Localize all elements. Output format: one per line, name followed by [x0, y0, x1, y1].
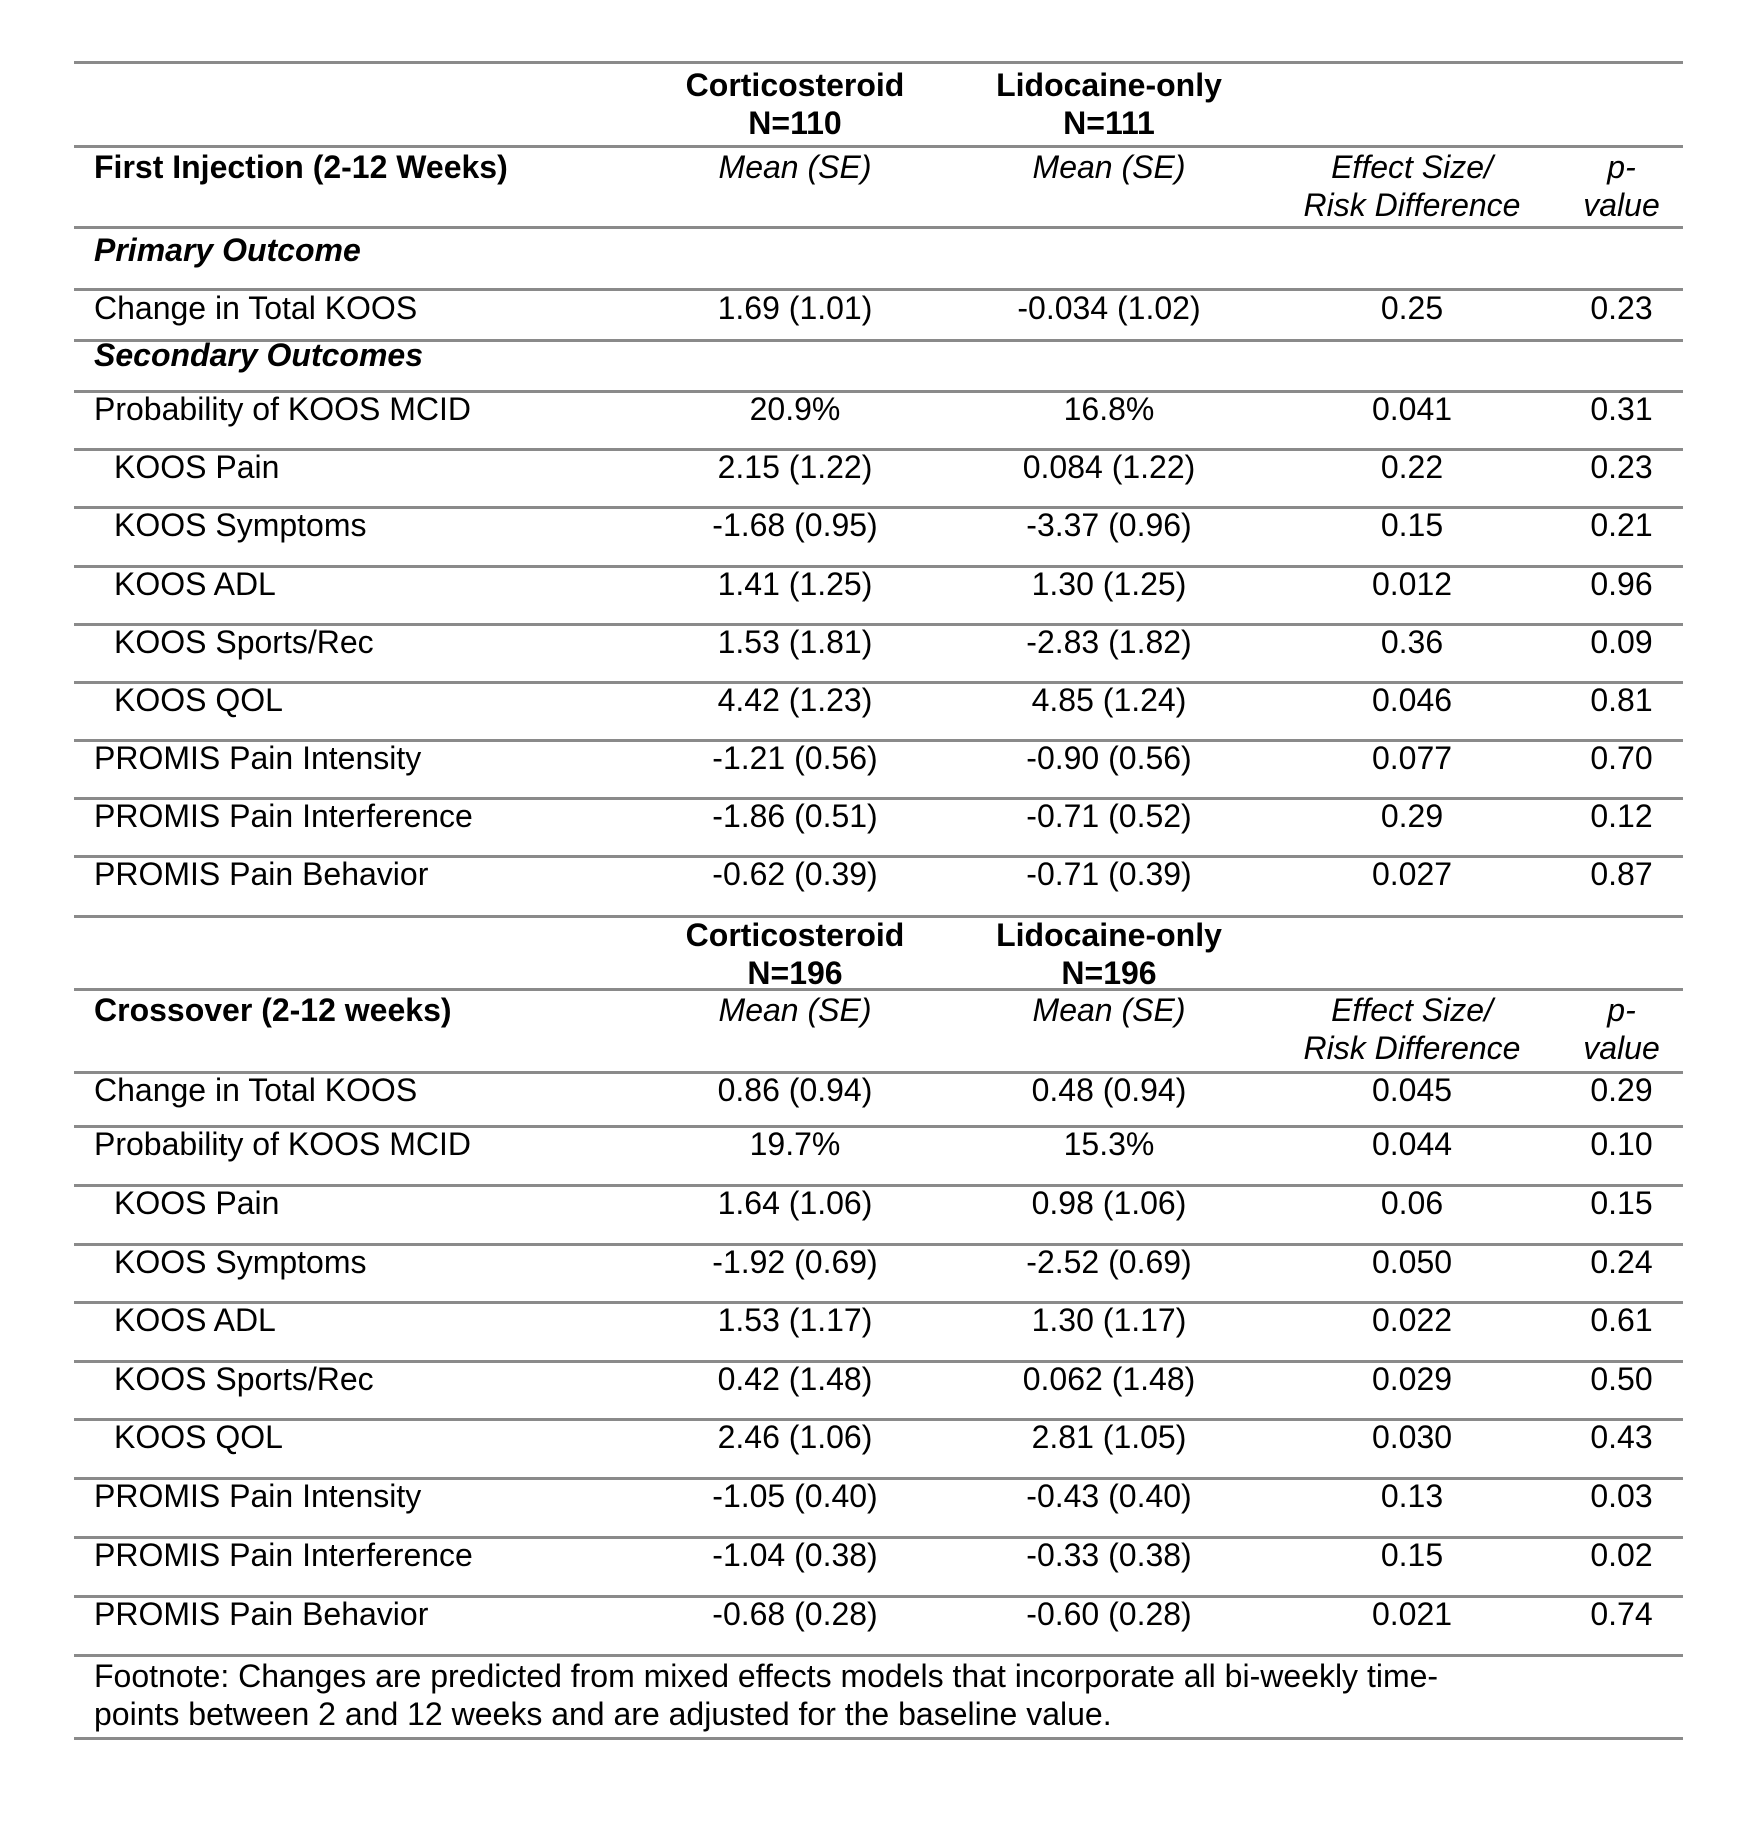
- row-label: PROMIS Pain Intensity: [94, 1478, 422, 1514]
- row-label: KOOS Sports/Rec: [114, 1361, 374, 1397]
- lido-value: -0.33 (0.38): [1026, 1537, 1192, 1573]
- row-label: PROMIS Pain Interference: [94, 798, 473, 834]
- cort-value: 1.64 (1.06): [717, 1185, 873, 1221]
- cort-value: 20.9%: [749, 391, 841, 427]
- effect-value: 0.29: [1380, 798, 1444, 834]
- effect-value: 0.045: [1371, 1072, 1453, 1108]
- effect-value: 0.022: [1371, 1302, 1453, 1338]
- cort-value: 19.7%: [749, 1126, 841, 1162]
- table-row: [74, 1187, 1683, 1243]
- column-header-row: [74, 991, 1683, 1071]
- effect-value: 0.25: [1380, 290, 1444, 326]
- effect-value: 0.046: [1371, 682, 1453, 718]
- effect-value: 0.030: [1371, 1419, 1453, 1455]
- p-value: 0.50: [1590, 1361, 1653, 1397]
- row-label: KOOS QOL: [114, 1419, 283, 1455]
- lido-value: 0.98 (1.06): [1031, 1185, 1187, 1221]
- effect-value: 0.077: [1371, 740, 1453, 776]
- p-value: 0.87: [1590, 856, 1653, 892]
- p-value: 0.21: [1590, 507, 1653, 543]
- cort-value: -1.04 (0.38): [712, 1537, 878, 1573]
- section-title: First Injection (2-12 Weeks): [94, 149, 508, 185]
- effect-value: 0.027: [1371, 856, 1453, 892]
- table-row: [74, 451, 1683, 506]
- lido-value: -0.60 (0.28): [1026, 1596, 1192, 1632]
- lido-value: 2.81 (1.05): [1031, 1419, 1187, 1455]
- p-value: 0.02: [1590, 1537, 1653, 1573]
- group-name: Lidocaine-only: [996, 917, 1222, 953]
- p-value: 0.43: [1590, 1419, 1653, 1455]
- effect-value: 0.15: [1380, 507, 1444, 543]
- row-label: PROMIS Pain Interference: [94, 1537, 473, 1573]
- table-row: [74, 1304, 1683, 1360]
- group-header-row: [74, 917, 1683, 991]
- cort-value: -1.21 (0.56): [712, 740, 878, 776]
- cort-value: -0.68 (0.28): [712, 1596, 878, 1632]
- lido-value: -3.37 (0.96): [1026, 507, 1192, 543]
- lido-value: -0.43 (0.40): [1026, 1478, 1192, 1514]
- header-line: p-: [1607, 992, 1636, 1028]
- lido-value: 1.30 (1.25): [1031, 566, 1187, 602]
- group-name: Corticosteroid: [685, 917, 905, 953]
- column-header-row: [74, 148, 1683, 226]
- cort-value: 1.53 (1.81): [717, 624, 873, 660]
- group-n: N=111: [1063, 105, 1155, 141]
- table-row: [74, 1480, 1683, 1536]
- effect-value: 0.012: [1371, 566, 1453, 602]
- p-value: 0.24: [1590, 1244, 1653, 1280]
- secondary-outcomes-heading: Secondary Outcomes: [94, 337, 423, 373]
- table-row: [74, 858, 1683, 915]
- table-row: [74, 1539, 1683, 1595]
- effect-value: 0.13: [1380, 1478, 1444, 1514]
- row-label: Change in Total KOOS: [94, 290, 418, 326]
- cort-value: 4.42 (1.23): [717, 682, 873, 718]
- p-value: 0.09: [1590, 624, 1653, 660]
- results-table: [74, 61, 1683, 1740]
- group-name: Lidocaine-only: [996, 67, 1222, 103]
- lido-value: -2.52 (0.69): [1026, 1244, 1192, 1280]
- cort-value: -0.62 (0.39): [712, 856, 878, 892]
- lido-mean-header: Mean (SE): [1032, 992, 1186, 1028]
- table-row: [74, 1128, 1683, 1184]
- cort-value: 1.69 (1.01): [717, 290, 873, 326]
- row-label: Probability of KOOS MCID: [94, 1126, 471, 1162]
- group-n: N=196: [1061, 955, 1157, 991]
- group-n: N=196: [747, 955, 843, 991]
- table-row: [74, 291, 1683, 339]
- table-row: [74, 568, 1683, 623]
- row-label: KOOS QOL: [114, 682, 283, 718]
- lido-value: 0.084 (1.22): [1022, 449, 1196, 485]
- effect-value: 0.041: [1371, 391, 1453, 427]
- p-value: 0.31: [1590, 391, 1653, 427]
- header-line: value: [1583, 1030, 1660, 1066]
- lido-value: 15.3%: [1063, 1126, 1155, 1162]
- table-row: [74, 626, 1683, 681]
- p-value: 0.10: [1590, 1126, 1653, 1162]
- table-row: [74, 1598, 1683, 1654]
- header-line: p-: [1607, 149, 1636, 185]
- row-label: Change in Total KOOS: [94, 1072, 418, 1108]
- table-row: [74, 1421, 1683, 1477]
- cort-value: -1.68 (0.95): [712, 507, 878, 543]
- footnote-line: points between 2 and 12 weeks and are adjusted for the baseline value.: [94, 1696, 1112, 1732]
- effect-value: 0.021: [1371, 1596, 1453, 1632]
- primary-outcome-heading: Primary Outcome: [94, 232, 361, 268]
- cort-value: 2.46 (1.06): [717, 1419, 873, 1455]
- table-row: [74, 1363, 1683, 1418]
- p-value: 0.23: [1590, 290, 1653, 326]
- footnote-text: [94, 1657, 1654, 1733]
- footnote: [74, 1657, 1683, 1737]
- row-label: KOOS Pain: [114, 1185, 280, 1221]
- table-row: [74, 800, 1683, 855]
- table-row: [74, 1246, 1683, 1301]
- cort-mean-header: Mean (SE): [718, 149, 872, 185]
- p-value: 0.23: [1590, 449, 1653, 485]
- footnote-line: Footnote: Changes are predicted from mixed effects models that incorporate all bi-weekly time-: [94, 1658, 1439, 1694]
- table-row: [74, 742, 1683, 797]
- row-label: KOOS Pain: [114, 449, 280, 485]
- p-value: 0.74: [1590, 1596, 1653, 1632]
- lido-value: -2.83 (1.82): [1026, 624, 1192, 660]
- cort-value: 2.15 (1.22): [717, 449, 873, 485]
- cort-value: -1.92 (0.69): [712, 1244, 878, 1280]
- row-label: KOOS ADL: [114, 566, 276, 602]
- row-label: PROMIS Pain Behavior: [94, 856, 429, 892]
- table-row: [74, 393, 1683, 448]
- effect-value: 0.06: [1380, 1185, 1444, 1221]
- effect-size-header: [1289, 991, 1535, 1067]
- p-value: 0.81: [1590, 682, 1653, 718]
- p-value: 0.96: [1590, 566, 1653, 602]
- effect-value: 0.15: [1380, 1537, 1444, 1573]
- effect-value: 0.22: [1380, 449, 1444, 485]
- group-n: N=110: [748, 105, 842, 141]
- p-value: 0.29: [1590, 1072, 1653, 1108]
- lido-value: 0.48 (0.94): [1031, 1072, 1187, 1108]
- table-row: [74, 509, 1683, 565]
- table-row: [74, 1074, 1683, 1125]
- effect-value: 0.044: [1371, 1126, 1453, 1162]
- lido-value: -0.71 (0.52): [1026, 798, 1192, 834]
- row-label: KOOS Symptoms: [114, 507, 367, 543]
- row-label: PROMIS Pain Intensity: [94, 740, 422, 776]
- header-line: Risk Difference: [1303, 1030, 1521, 1066]
- subheading-row: [74, 229, 1683, 288]
- lido-value: -0.71 (0.39): [1026, 856, 1192, 892]
- p-value: 0.61: [1590, 1302, 1653, 1338]
- cort-value: 0.42 (1.48): [717, 1361, 873, 1397]
- p-value-header: [1554, 148, 1689, 224]
- row-label: PROMIS Pain Behavior: [94, 1596, 429, 1632]
- header-line: Effect Size/: [1331, 992, 1493, 1028]
- lidocaine-header: [986, 66, 1232, 142]
- subheading-row: [74, 337, 1683, 390]
- section-title: Crossover (2-12 weeks): [94, 992, 452, 1028]
- p-value: 0.03: [1590, 1478, 1653, 1514]
- p-value: 0.12: [1590, 798, 1653, 834]
- lido-value: 4.85 (1.24): [1031, 682, 1187, 718]
- row-label: KOOS Sports/Rec: [114, 624, 374, 660]
- lido-value: 1.30 (1.17): [1031, 1302, 1187, 1338]
- rule: [74, 1737, 1683, 1740]
- table-row: [74, 684, 1683, 739]
- lido-mean-header: Mean (SE): [1032, 149, 1186, 185]
- lido-value: 0.062 (1.48): [1022, 1361, 1196, 1397]
- header-line: Risk Difference: [1303, 187, 1521, 223]
- effect-value: 0.050: [1371, 1244, 1453, 1280]
- lido-value: -0.90 (0.56): [1026, 740, 1192, 776]
- cort-value: 1.53 (1.17): [717, 1302, 873, 1338]
- header-line: Effect Size/: [1331, 149, 1493, 185]
- row-label: KOOS Symptoms: [114, 1244, 367, 1280]
- lidocaine-header: [986, 916, 1232, 992]
- group-header-row: [74, 64, 1683, 145]
- cort-value: 0.86 (0.94): [717, 1072, 873, 1108]
- p-value-header: [1554, 991, 1689, 1067]
- cort-mean-header: Mean (SE): [718, 992, 872, 1028]
- row-label: Probability of KOOS MCID: [94, 391, 471, 427]
- row-label: KOOS ADL: [114, 1302, 276, 1338]
- header-line: value: [1583, 187, 1660, 223]
- lido-value: -0.034 (1.02): [1017, 290, 1201, 326]
- effect-value: 0.36: [1380, 624, 1444, 660]
- cort-value: 1.41 (1.25): [717, 566, 873, 602]
- effect-size-header: [1289, 148, 1535, 224]
- cort-value: -1.05 (0.40): [712, 1478, 878, 1514]
- lido-value: 16.8%: [1063, 391, 1155, 427]
- cort-value: -1.86 (0.51): [712, 798, 878, 834]
- effect-value: 0.029: [1371, 1361, 1453, 1397]
- p-value: 0.15: [1590, 1185, 1653, 1221]
- corticosteroid-header: [672, 66, 918, 142]
- corticosteroid-header: [672, 916, 918, 992]
- p-value: 0.70: [1590, 740, 1653, 776]
- group-name: Corticosteroid: [685, 67, 905, 103]
